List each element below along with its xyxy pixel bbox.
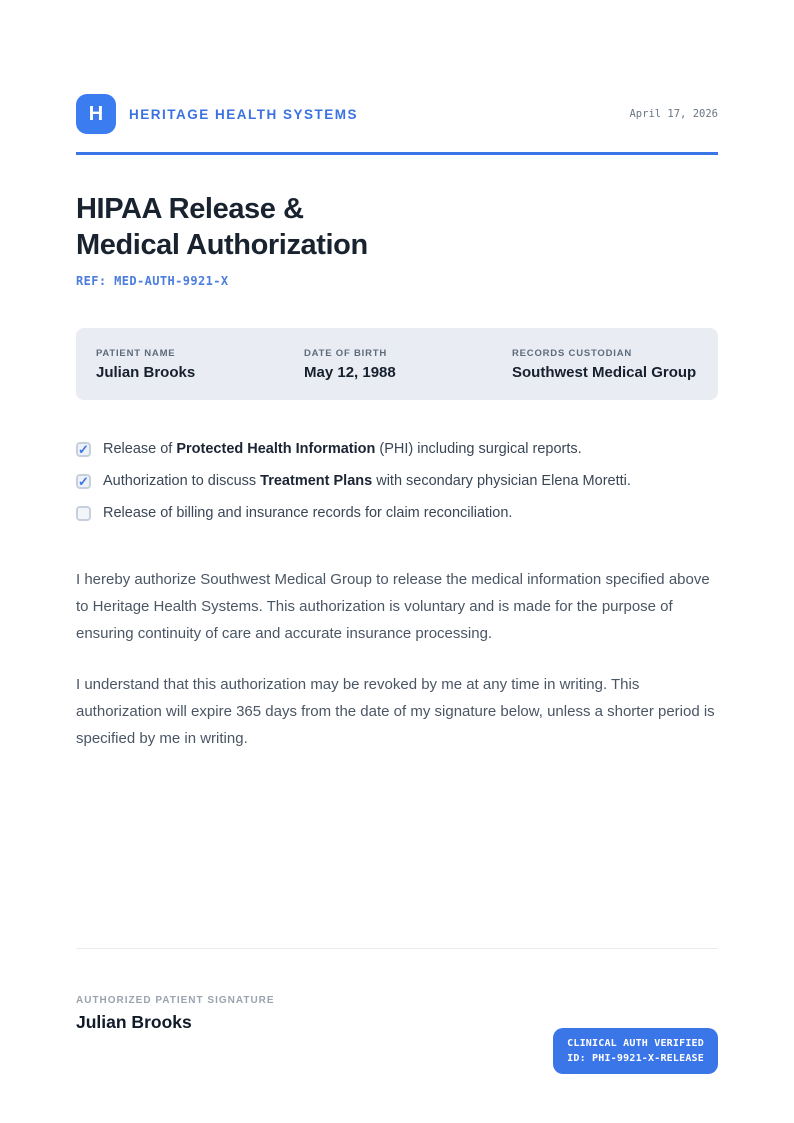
checkbox-phi-release[interactable] [76,442,91,457]
checklist-item-treatment-plans [76,473,718,489]
paragraph-revocation: I understand that this authorization may be revoked by me at any time in writing. This authorization will expire 365 days from the date of my signature below, unless a shorter period is specified by me in writing. [76,676,715,747]
letterhead [76,94,718,134]
verification-badge-line1: CLINICAL AUTH VERIFIED [567,1038,704,1049]
checklist-item-billing-records [76,505,718,521]
paragraph-authorization: I hereby authorize Southwest Medical Group to release the medical information specified above to Heritage Health Systems. This authorization is voluntary and is made for the purpose of ensuring continuity of care and accurate insurance processing. [76,571,710,642]
field-label: RECORDS CUSTODIAN [512,347,633,359]
brand-name: HERITAGE HEALTH SYSTEMS [129,106,359,122]
checkbox-treatment-plans[interactable] [76,474,91,489]
checkbox-billing-records[interactable] [76,506,91,521]
patient-info-box [76,328,718,400]
field-label: DATE OF BIRTH [304,347,388,359]
page-title-line1: HIPAA Release & [76,193,304,225]
field-value: Julian Brooks [96,363,196,381]
reference-number: REF: MED-AUTH-9921-X [76,274,229,288]
field-value: May 12, 1988 [304,363,396,381]
field-patient-name [96,348,304,381]
checkmark-icon: ✓ [78,473,89,489]
brand-logo-icon [76,94,116,134]
field-value: Southwest Medical Group [512,363,697,381]
checklist-item-text: Release of billing and insurance records for claim reconciliation. [103,505,513,521]
document-date: April 17, 2026 [629,108,718,120]
brand-logo-letter: H [88,102,104,125]
checkmark-icon: ✓ [78,441,89,457]
page-title [76,191,718,263]
field-records-custodian [512,348,720,381]
signature-section [76,948,718,1064]
field-date-of-birth [304,348,512,381]
field-label: PATIENT NAME [96,347,176,359]
verification-badge [553,1028,718,1074]
checklist-item-phi-release [76,441,718,457]
verification-badge-line2: ID: PHI-9921-X-RELEASE [567,1053,704,1064]
authorization-statement [76,566,718,752]
page-title-line2: Medical Authorization [76,229,368,261]
signature-label: AUTHORIZED PATIENT SIGNATURE [76,995,275,1006]
signature-name: Julian Brooks [76,1012,192,1032]
checklist-item-text: Authorization to discuss Treatment Plans with secondary physician Elena Moretti. [103,473,631,489]
header-divider [76,152,718,155]
authorization-checklist [76,441,718,521]
checklist-item-text: Release of Protected Health Information (PHI) including surgical reports. [103,441,582,457]
